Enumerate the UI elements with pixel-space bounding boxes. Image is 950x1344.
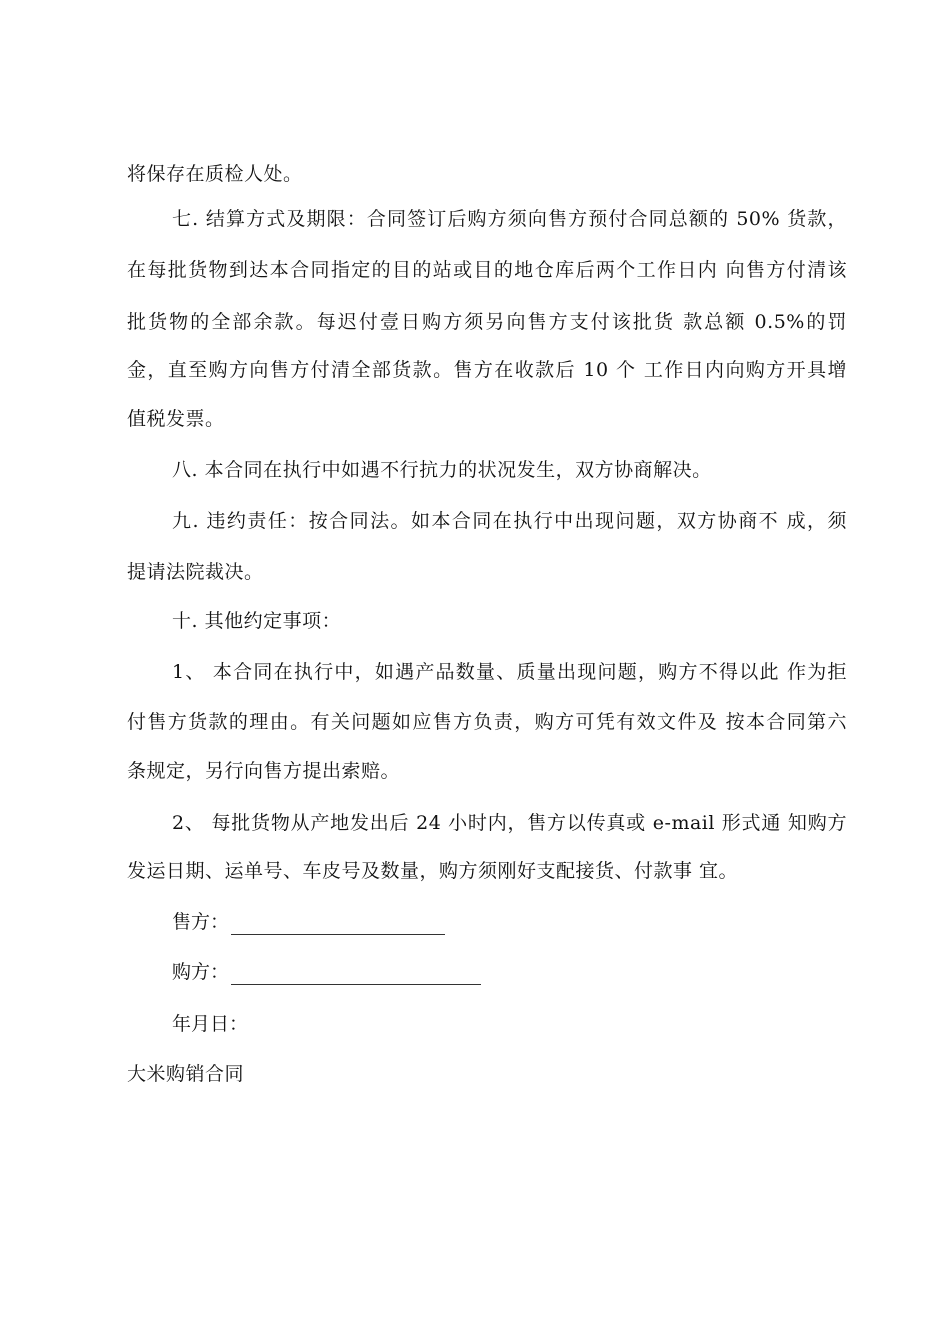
next-contract-title: 大米购销合同 [127,1063,245,1085]
paragraph-line: 1、 本合同在执行中，如遇产品数量、质量出现问题，购方不得以此 作为拒 [172,661,847,683]
paragraph-line: 条规定，另行向售方提出索赔。 [127,760,401,782]
paragraph-line: 提请法院裁决。 [127,561,264,583]
paragraph-line: 值税发票。 [127,408,225,430]
paragraph-line: 金，直至购方向售方付清全部货款。售方在收款后 10 个 工作日内向购方开具增 [127,359,847,381]
seller-signature-line [231,914,445,935]
date-label: 年月日： [172,1013,249,1035]
date-row [172,1011,248,1037]
paragraph-line: 十. 其他约定事项： [172,610,342,632]
paragraph-line: 八. 本合同在执行中如遇不行抗力的状况发生，双方协商解决。 [172,459,712,481]
paragraph-line: 在每批货物到达本合同指定的目的站或目的地仓库后两个工作日内 向售方付清该 [127,259,847,281]
seller-label: 售方： [172,911,230,933]
paragraph-line: 七. 结算方式及期限：合同签订后购方须向售方预付合同总额的 50% 货款， [172,208,847,230]
paragraph-line: 批货物的全部余款。每迟付壹日购方须另向售方支付该批货 款总额 0.5%的罚 [127,311,847,333]
buyer-signature-row [172,959,481,985]
buyer-signature-line [231,964,481,985]
paragraph-line: 将保存在质检人处。 [127,163,303,185]
paragraph-line: 发运日期、运单号、车皮号及数量，购方须刚好支配接货、付款事 宜。 [127,860,739,882]
buyer-label: 购方： [172,961,230,983]
paragraph-line: 付售方货款的理由。有关问题如应售方负责，购方可凭有效文件及 按本合同第六 [127,711,847,733]
seller-signature-row [172,909,445,935]
paragraph-line: 2、 每批货物从产地发出后 24 小时内，售方以传真或 e-mail 形式通 知购方 [172,812,847,834]
paragraph-line: 九. 违约责任：按合同法。如本合同在执行中出现问题，双方协商不 成，须 [172,510,847,532]
